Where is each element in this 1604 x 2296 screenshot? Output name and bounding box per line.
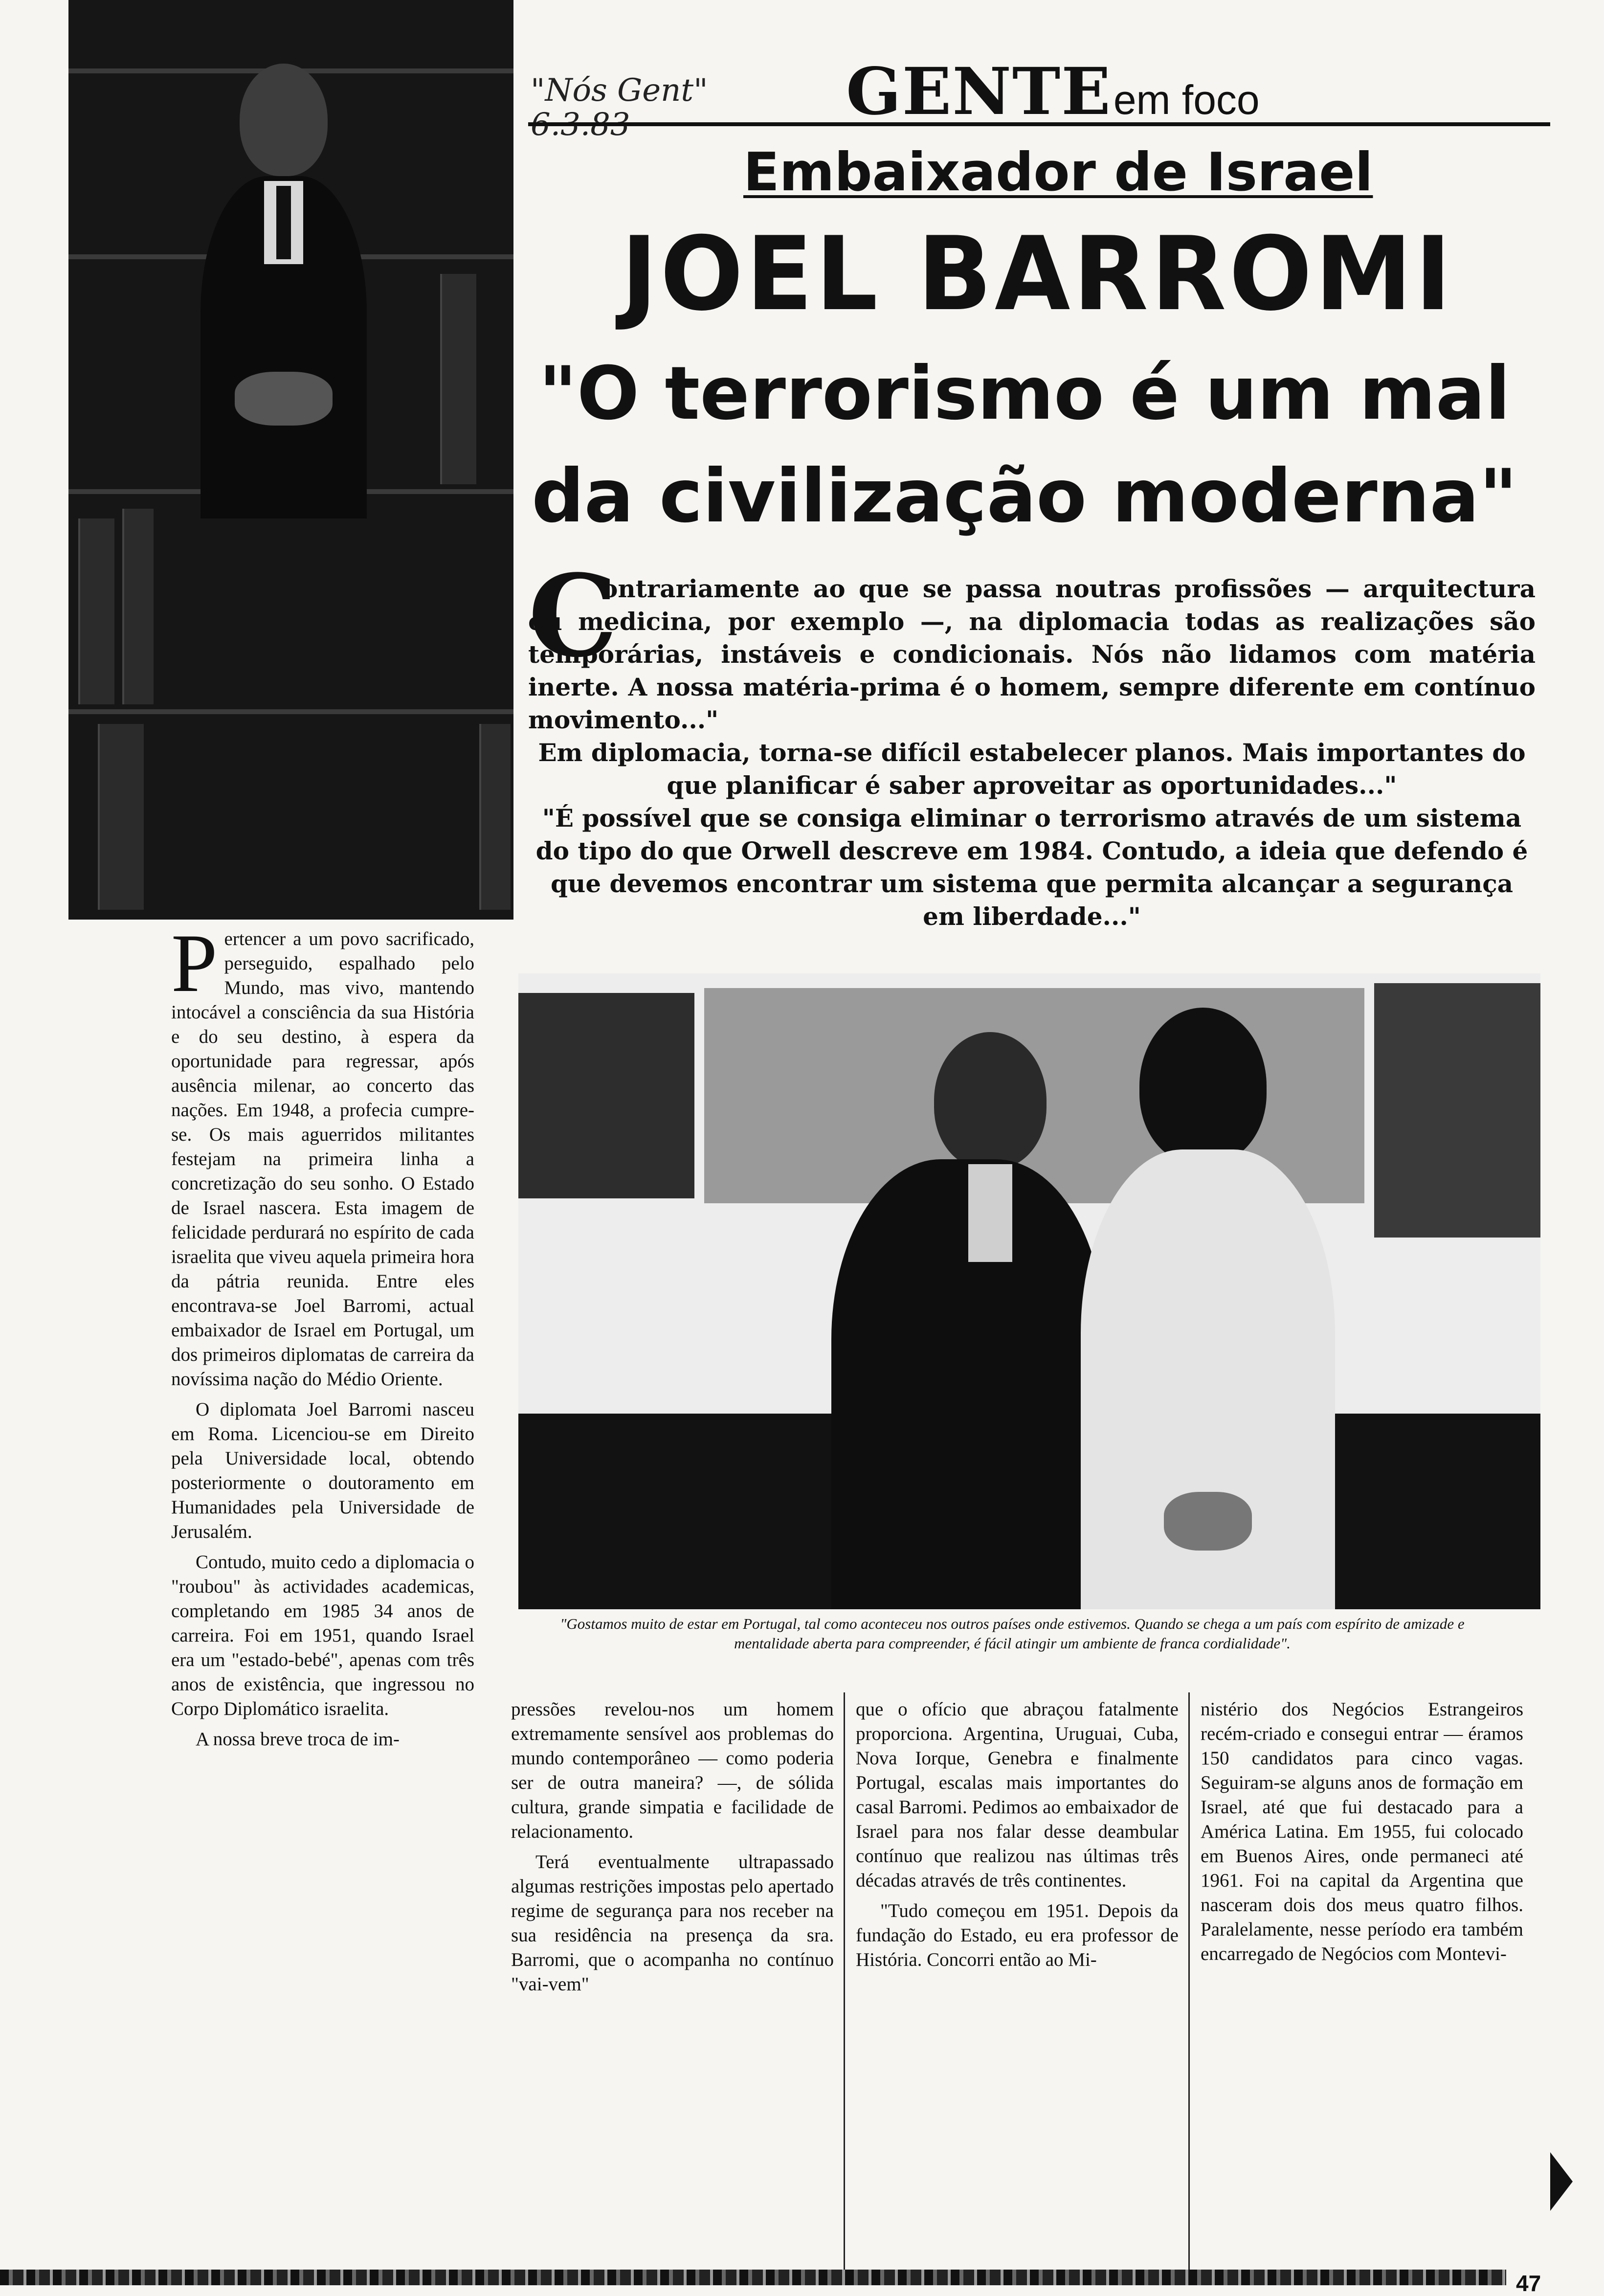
body-paragraph: pressões revelou-nos um homem extremamente sensível aos problemas do mundo contemporâneo — como poderia ser de outra maneira? —, de sólida cultura, grande simpatia e facilidade de relacionamento. [511, 1699, 834, 1842]
body-column-1 [171, 927, 474, 2248]
body-paragraph: ertencer a um povo sacrificado, perseguido, espalhado pelo Mundo, mas vivo, mantendo intocável a consciência da sua História e do seu destino, à espera da oportunidade para regressar, após ausência milenar, ao concerto das nações. Em 1948, a profecia cumpre-se. Os mais aguerridos militantes festejam na primeira linha a concretização do seu sonho. O Estado de Israel nascera. Esta imagem de felicidade perdurará no espírito de cada israelita que viveu aquela primeira hora da pátria reunida. Entre eles encontrava-se Joel Barromi, actual embaixador de Israel em Portugal, um dos primeiros diplomatas de carreira da novíssima nação do Médio Oriente. [171, 928, 474, 1390]
body-paragraph: Terá eventualmente ultrapassado algumas restrições impostas pelo apertado regime de segurança para nos receber na sua residência na presença da sra. Barromi, que o acompanha no contínuo "vai-vem" [511, 1851, 834, 1995]
handwritten-note: "Nós Gent" 6.3.83 [531, 72, 708, 143]
body-column-2 [511, 1697, 834, 2255]
lead-paragraph: "É possível que se consiga eliminar o terrorismo através de um sistema do tipo do que Orwell descreve em 1984. Contudo, a ideia que defendo é que devemos encontrar um sistema que permita alcançar a segurança em liberdade..." [535, 804, 1528, 931]
body-paragraph: nistério dos Negócios Estrangeiros recém-criado e consegui entrar — éramos 150 candidatos para cinco vagas. Seguiram-se alguns anos de formação em Israel, até que fui destacado para a América Latina. Em 1955, fui colocado em Buenos Aires, onde permaneci até 1961. Foi na capital da Argentina que nasceram dois dos meus quatro filhos. Paralelamente, nesse período era também encarregado de Negócios com Montevi- [1201, 1699, 1523, 1964]
couple-photo [518, 973, 1540, 1609]
section-brand: GENTE [846, 54, 1112, 130]
scan-edge [0, 2270, 1506, 2285]
masthead-rule [528, 122, 1550, 126]
arrow-right-icon [1550, 2152, 1573, 2211]
photo-caption: "Gostamos muito de estar em Portugal, tal como aconteceu nos outros países onde estivemos. Quando se chega a um país com espírito de amizade e mentalidade aberta para compreender, é fácil atingir um ambiente de franca cordialidade". [560, 1615, 1465, 1652]
lead-dropcap: C [528, 550, 618, 682]
section-suffix: em foco [1113, 77, 1260, 123]
column-rule [1188, 1692, 1190, 2270]
section-header [846, 54, 1359, 130]
portrait-photo [68, 0, 513, 920]
lead-paragraph: Em diplomacia, torna-se difícil estabelecer planos. Mais importantes do que planificar é saber aproveitar as oportunidades..." [538, 738, 1526, 800]
body-dropcap: P [171, 927, 218, 1009]
headline-quote: "O terrorismo é um mal da civilização moderna" [532, 351, 1517, 539]
column-rule [844, 1692, 845, 2270]
lead-block [528, 550, 1536, 964]
article-kicker: Embaixador de Israel [743, 142, 1373, 203]
body-paragraph: "Tudo começou em 1951. Depois da fundação do Estado, eu era professor de História. Concorri então ao Mi- [856, 1900, 1179, 1970]
body-paragraph: Contudo, muito cedo a diplomacia o "roubou" às actividades academicas, completando em 1985 34 anos de carreira. Foi em 1951, quando Israel era um "estado-bebé", apenas com três anos de existência, que ingressou no Corpo Diplomático israelita. [171, 1552, 474, 1719]
body-paragraph: O diplomata Joel Barromi nasceu em Roma. Licenciou-se em Direito pela Universidade local, obtendo posteriormente o doutoramento em Humanidades pela Universidade de Jerusalém. [171, 1399, 474, 1542]
article-name: JOEL BARROMI [621, 215, 1454, 334]
body-paragraph: que o ofício que abraçou fatalmente proporciona. Argentina, Uruguai, Cuba, Nova Iorque, Genebra e finalmente Portugal, escalas mais importantes do casal Barromi. Pedimos ao embaixador de Israel para nos falar desse deambular contínuo que realizou nas últimas três décadas através de três continentes. [856, 1699, 1179, 1891]
lead-paragraph: ontrariamente ao que se passa noutras profissões — arquitectura ou medicina, por exemplo —, na diplomacia todas as realizações são temporárias, instáveis e condicionais. Nós não lidamos com matéria inerte. A nossa matéria-prima é o homem, sempre diferente em contínuo movimento..." [528, 574, 1536, 734]
page-number: 47 [1516, 2271, 1541, 2296]
body-column-4 [1201, 1697, 1523, 2255]
body-paragraph: A nossa breve troca de im- [196, 1729, 400, 1750]
body-column-3 [856, 1697, 1179, 2255]
